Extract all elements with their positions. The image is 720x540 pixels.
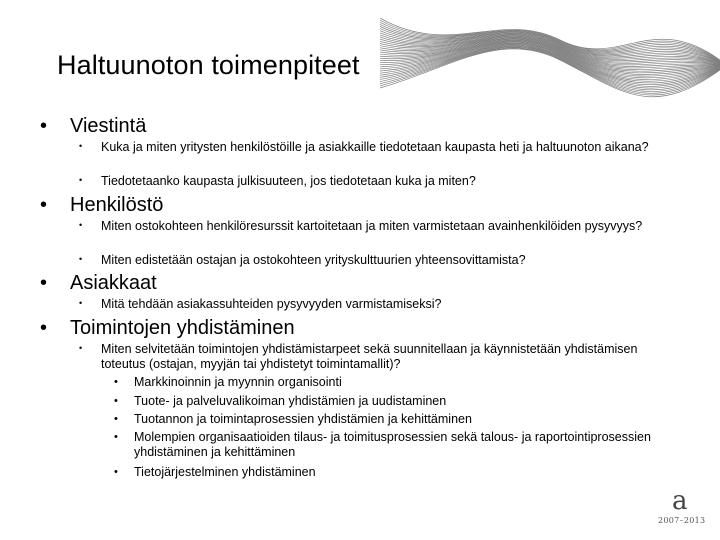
bullet: • <box>114 376 118 388</box>
logo-years: 2007–2013 <box>658 516 706 525</box>
bullet: • <box>114 431 118 443</box>
bullet: • <box>79 298 83 308</box>
bullet: • <box>79 254 83 264</box>
page-title: Haltuunoton toimenpiteet <box>57 50 360 80</box>
bullet: • <box>79 220 83 230</box>
logo-letter: a <box>672 486 688 516</box>
bullet: • <box>40 317 48 339</box>
bullet: • <box>40 115 48 137</box>
bullet: • <box>79 175 83 185</box>
bullet: • <box>79 141 83 151</box>
bullet: • <box>114 466 118 478</box>
wave-ribbon-graphic <box>380 0 720 160</box>
bullet: • <box>114 395 118 407</box>
bullet: • <box>79 343 83 353</box>
logo <box>650 486 710 526</box>
bullet: • <box>40 272 48 294</box>
bullet: • <box>40 194 48 216</box>
bullet: • <box>114 413 118 425</box>
